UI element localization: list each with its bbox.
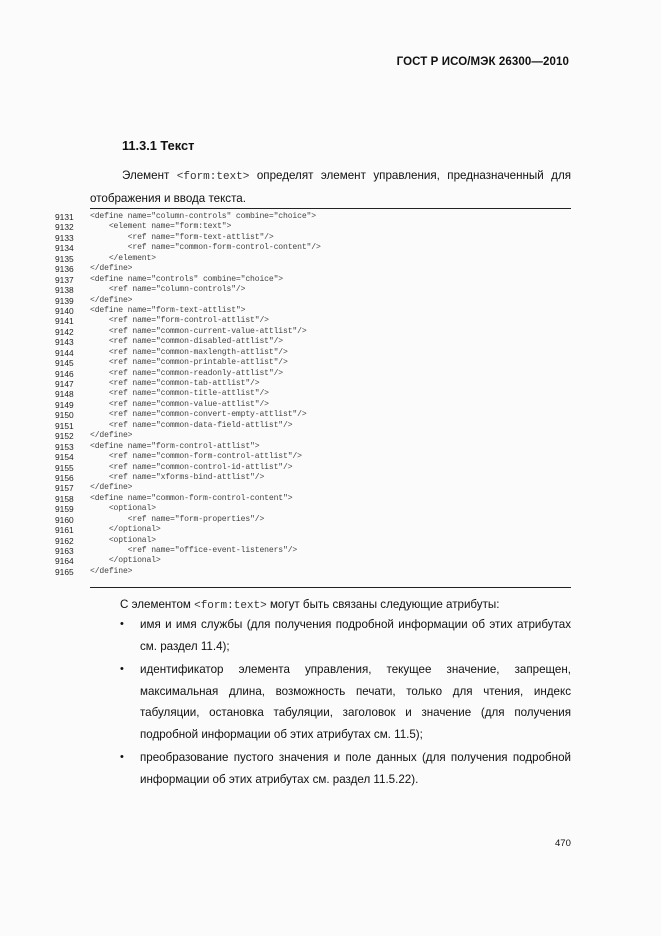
code-line: <ref name="common-form-control-attlist"/> <box>90 452 302 462</box>
code-line-number: 9158 <box>55 493 74 504</box>
code-line: <ref name="common-printable-attlist"/> <box>90 358 288 368</box>
code-line-number: 9150 <box>55 410 74 421</box>
bullet-marker: • <box>120 618 124 630</box>
bullet-marker: • <box>120 751 124 763</box>
code-line-number: 9151 <box>55 420 74 431</box>
code-line-number: 9142 <box>55 326 74 337</box>
code-line: <ref name="common-title-attlist"/> <box>90 389 269 399</box>
code-line-number: 9163 <box>55 546 74 556</box>
code-line: <optional> <box>90 504 156 514</box>
code-line-number: 9140 <box>55 305 74 316</box>
code-line: <define name="form-text-attlist"> <box>90 305 246 315</box>
code-bottom-rule <box>90 587 571 588</box>
code-line: <ref name="column-controls"/> <box>90 285 246 295</box>
code-line-number: 9137 <box>55 274 74 285</box>
intro-element-code: <form:text> <box>176 171 250 183</box>
code-line-number: 9144 <box>55 347 74 358</box>
code-line-number: 9152 <box>55 431 74 442</box>
code-line: <ref name="common-current-value-attlist"/> <box>90 326 307 336</box>
list-item-text: имя и имя службы (для получения подробной информации об этих атрибутах см. раздел 11.4); <box>140 618 571 653</box>
code-line: <ref name="common-data-field-attlist"/> <box>90 420 293 430</box>
attributes-intro-before: С элементом <box>120 598 195 611</box>
code-line: <define name="form-control-attlist"> <box>90 441 260 451</box>
code-line: </optional> <box>90 556 161 566</box>
code-line-number: 9133 <box>55 232 74 243</box>
code-line: <ref name="form-control-attlist"/> <box>90 316 269 326</box>
code-line: <define name="controls" combine="choice"> <box>90 274 283 284</box>
code-line-number: 9135 <box>55 253 74 264</box>
code-line-number: 9143 <box>55 337 74 348</box>
code-line: </define> <box>90 431 133 441</box>
code-line-number: 9161 <box>55 525 74 536</box>
code-line-number: 9134 <box>55 243 74 254</box>
code-line: <element name="form:text"> <box>90 222 232 232</box>
page-number: 470 <box>555 838 571 849</box>
code-line-number: 9162 <box>55 535 74 546</box>
list-item <box>90 747 571 790</box>
attribute-list <box>90 614 571 792</box>
code-line: <define name="common-form-control-content"> <box>90 493 293 503</box>
intro-text-after: определят элемент управления, предназначенный для отображения и ввода текста. <box>90 169 571 205</box>
code-line: <ref name="common-form-control-content"/> <box>90 243 321 253</box>
code-line: <ref name="office-event-listeners"/> <box>90 546 298 555</box>
standard-header: ГОСТ Р ИСО/МЭК 26300—2010 <box>396 56 569 68</box>
code-line: <ref name="common-control-id-attlist"/> <box>90 462 293 472</box>
code-line-number: 9145 <box>55 358 74 369</box>
code-line-number: 9159 <box>55 504 74 515</box>
code-line: <ref name="form-text-attlist"/> <box>90 232 274 242</box>
code-line-number: 9154 <box>55 452 74 463</box>
code-line: <ref name="xforms-bind-attlist"/> <box>90 472 265 482</box>
section-title: 11.3.1 Текст <box>122 138 195 153</box>
attributes-intro-code: <form:text> <box>194 600 267 612</box>
list-item <box>90 659 571 745</box>
code-line: <ref name="common-tab-attlist"/> <box>90 379 260 388</box>
code-line: <ref name="common-disabled-attlist"/> <box>90 337 283 347</box>
code-line-number: 9164 <box>55 556 74 567</box>
code-line-number: 9131 <box>55 212 74 222</box>
code-line-number: 9147 <box>55 379 74 389</box>
list-item <box>90 614 571 657</box>
bullet-marker: • <box>120 663 124 675</box>
attributes-intro-after: могут быть связаны следующие атрибуты: <box>266 598 500 611</box>
code-line: <ref name="form-properties"/> <box>90 514 265 524</box>
code-line: </define> <box>90 264 133 274</box>
code-line-number: 9149 <box>55 399 74 410</box>
code-line: <define name="column-controls" combine="choice"> <box>90 212 316 221</box>
code-line-number: 9138 <box>55 285 74 296</box>
code-line-number: 9157 <box>55 483 74 494</box>
code-line: </define> <box>90 566 133 576</box>
code-line-number: 9132 <box>55 222 74 233</box>
code-line-number: 9153 <box>55 441 74 452</box>
code-line: <optional> <box>90 535 156 545</box>
code-line: </define> <box>90 483 133 493</box>
code-listing <box>90 212 571 577</box>
code-line: <ref name="common-readonly-attlist"/> <box>90 368 283 378</box>
code-line-number: 9139 <box>55 295 74 306</box>
list-item-text: идентификатор элемента управления, текущее значение, запрещен, максимальная длина, возможность печати, только для чтения, индекс табуляции, остановка табуляции, заголовок и значение (для получения подробной информации об этих атрибутах см. 11.5); <box>140 663 571 741</box>
code-line-number: 9136 <box>55 264 74 275</box>
code-line-number: 9141 <box>55 316 74 327</box>
code-line: <ref name="common-maxlength-attlist"/> <box>90 347 288 357</box>
code-line-number: 9165 <box>55 566 74 577</box>
intro-paragraph <box>90 165 571 210</box>
code-line-number: 9146 <box>55 368 74 379</box>
code-line-number: 9155 <box>55 462 74 473</box>
list-item-text: преобразование пустого значения и поле данных (для получения подробной информации об этих атрибутах см. раздел 11.5.22). <box>140 751 571 786</box>
code-line-numbers <box>55 212 85 577</box>
code-line: <ref name="common-convert-empty-attlist"/> <box>90 410 307 420</box>
code-top-rule <box>90 208 571 209</box>
code-line-number: 9156 <box>55 472 74 483</box>
code-line-number: 9160 <box>55 514 74 525</box>
intro-text-before: Элемент <box>122 169 177 182</box>
code-line: <ref name="common-value-attlist"/> <box>90 399 269 409</box>
code-line: </element> <box>90 253 156 263</box>
code-line-number: 9148 <box>55 389 74 400</box>
code-line: </optional> <box>90 525 161 535</box>
code-line: </define> <box>90 295 133 305</box>
